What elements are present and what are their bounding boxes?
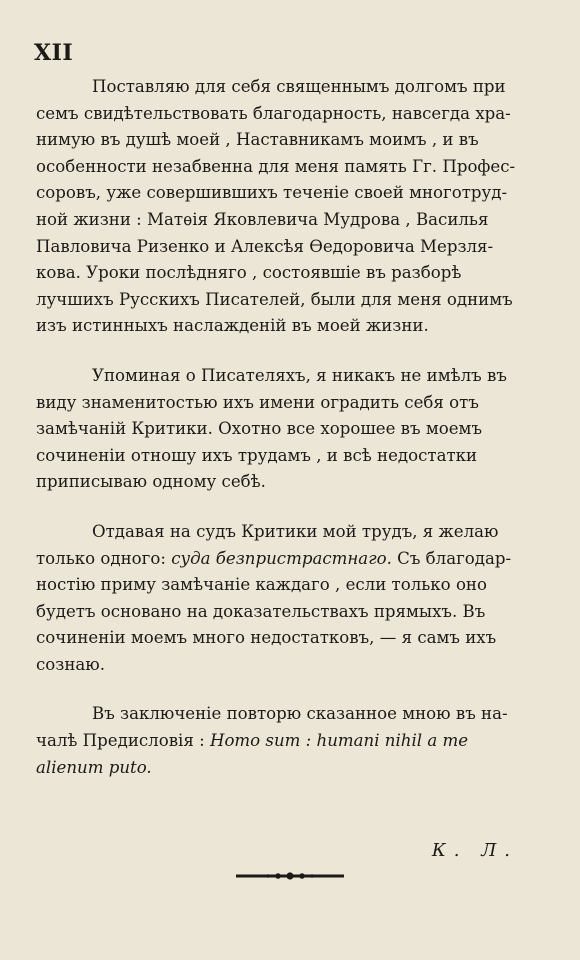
text-line: виду знаменитостью ихъ имени оградить себя отъ bbox=[36, 392, 479, 412]
text-line: Павловича Ризенко и Алексѣя Ѳедоровича Мерзля- bbox=[36, 236, 494, 256]
text-line: ной жизни : Матѳія Яковлевича Мудрова , Василья bbox=[36, 209, 489, 229]
text-run: Съ благодар- bbox=[391, 548, 512, 568]
author-signature: К. Л. bbox=[431, 840, 518, 861]
text-line bbox=[0, 546, 536, 573]
text-line: Поставляю для себя священнымъ долгомъ при bbox=[92, 77, 506, 96]
text-line: сочиненіи моемъ много недостатковъ, — я самъ ихъ bbox=[36, 628, 497, 648]
paragraph-3 bbox=[36, 519, 536, 679]
text-run: только одного: bbox=[36, 548, 172, 568]
latin-quotation-end: alienum puto. bbox=[36, 757, 152, 777]
text-line: нимую въ душѣ моей , Наставникамъ моимъ , и въ bbox=[36, 130, 479, 150]
paragraph-4 bbox=[36, 701, 536, 781]
text-line: семъ свидѣтельствовать благодарность, навсегда хра- bbox=[36, 103, 511, 123]
text-run: чалѣ Предисловія : bbox=[36, 731, 210, 751]
italic-emphasis: суда безпристрастнаго. bbox=[171, 548, 392, 568]
text-line: приписываю одному себѣ. bbox=[36, 472, 266, 492]
text-line bbox=[0, 728, 536, 755]
text-line: сознаю. bbox=[36, 654, 106, 674]
paragraph-2 bbox=[36, 363, 536, 496]
page-number: XII bbox=[34, 40, 74, 66]
text-line: Упоминая о Писателяхъ, я никакъ не имѣлъ въ bbox=[92, 365, 507, 385]
text-line: соровъ, уже совершившихъ теченіе своей многотруд- bbox=[36, 183, 508, 203]
text-line: будетъ основано на доказательствахъ прямыхъ. Въ bbox=[36, 601, 486, 621]
paragraph-1 bbox=[36, 74, 536, 340]
text-line: ностію приму замѣчаніе каждаго , если только оно bbox=[36, 575, 487, 595]
body-text bbox=[36, 74, 536, 781]
text-line: Отдавая на судъ Критики мой трудъ, я желаю bbox=[92, 521, 499, 541]
text-line: лучшихъ Русскихъ Писателей, были для меня однимъ bbox=[36, 289, 513, 309]
decorative-rule-icon bbox=[230, 867, 350, 885]
text-line: изъ истинныхъ наслажденій въ моей жизни. bbox=[36, 316, 429, 336]
latin-quotation: Homo sum : humani nihil a me bbox=[209, 731, 469, 751]
text-line: сочиненіи отношу ихъ трудамъ , и всѣ недостатки bbox=[36, 445, 478, 465]
text-line: особенности незабвенна для меня память Гг. Профес- bbox=[36, 156, 516, 176]
text-line: замѣчаній Критики. Охотно все хорошее въ моемъ bbox=[36, 419, 483, 439]
text-line: кова. Уроки послѣдняго , состоявшіе въ разборѣ bbox=[36, 263, 462, 283]
text-line: Въ заключеніе повторю сказанное мною въ на- bbox=[92, 704, 508, 724]
